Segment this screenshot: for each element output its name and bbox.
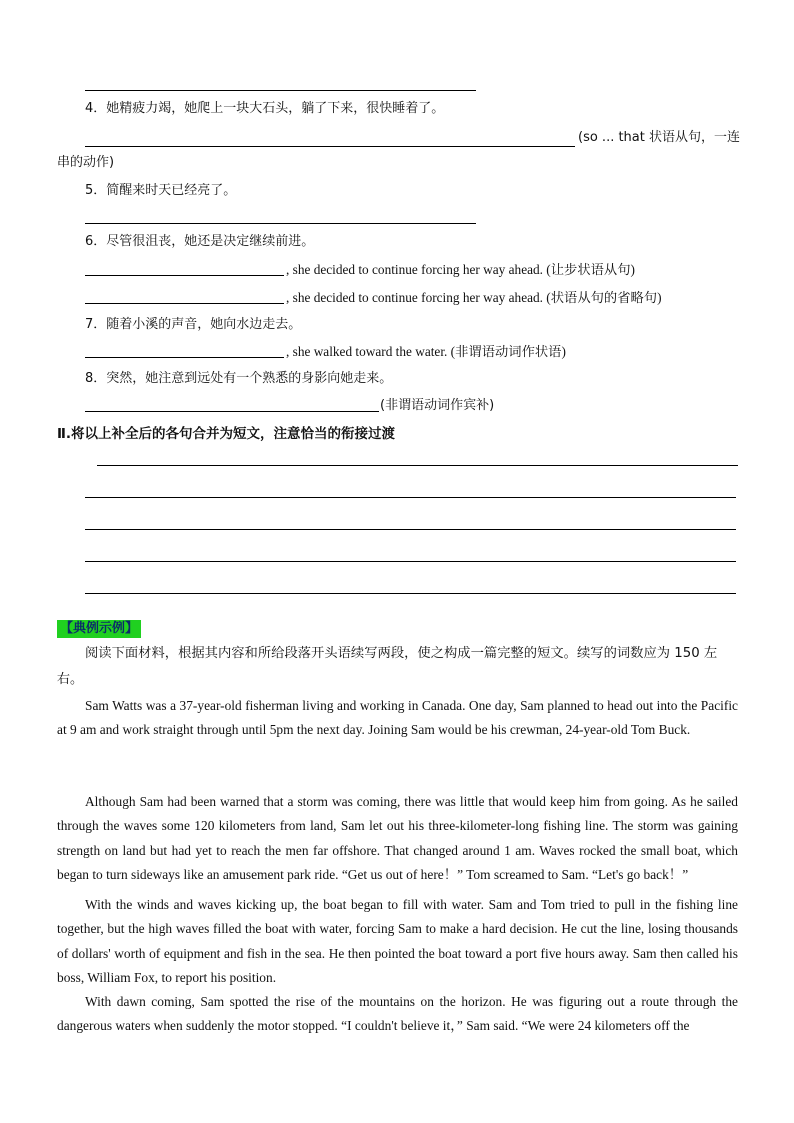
item-6-sentence-b: , she decided to continue forcing her way ahead. (状语从句的省略句) bbox=[286, 290, 662, 305]
item-chinese: 尽管很沮丧，她还是决定继续前进。 bbox=[106, 234, 315, 249]
answer-line-8[interactable] bbox=[85, 411, 379, 412]
story-paragraph-3: With the winds and waves kicking up, the boat began to fill with water. Sam and Tom tried to pull in the fishing line together, but the high waves filled the boat with water, forcing Sam to make a hard decision. He cut the line, losing thousands of dollars' worth of equipment and fish in the sea. He then pointed the boat toward a port five hours away. Sam then called his boss, William Fox, to report his position. bbox=[57, 897, 738, 985]
item-8-hint: (非谓语动词作宾补) bbox=[380, 398, 495, 413]
item-4-prompt bbox=[85, 101, 444, 117]
item-7-prompt bbox=[85, 317, 301, 333]
answer-line-6b[interactable] bbox=[85, 303, 284, 304]
item-number: 5． bbox=[85, 183, 107, 198]
story-paragraph-4: With dawn coming, Sam spotted the rise of the mountains on the horizon. He was figuring out a route through the dangerous waters when suddenly the motor stopped. “I couldn't believe it，” Sam said. “We were 24 kilometers off the bbox=[57, 994, 738, 1034]
item-4-hint-cont: 串的动作) bbox=[57, 155, 115, 170]
story-paragraph-2: Although Sam had been warned that a storm was coming, there was little that would keep him from going. As he sailed through the waves some 120 kilometers from land, Sam let out his three-kilometer-long fishing line. The storm was gaining strength on land but had yet to reach the men far offshore. That changed around 1 am. Waves rocked the small boat, which began to turn sideways like an amusement park ride. “Get us out of here！” Tom screamed to Sam. “Let's go back！” bbox=[57, 794, 738, 882]
essay-line-4[interactable] bbox=[85, 561, 736, 562]
essay-line-5[interactable] bbox=[85, 593, 736, 594]
section-2-title: Ⅱ.将以上补全后的各句合并为短文，注意恰当的衔接过渡 bbox=[57, 426, 396, 442]
item-8-prompt bbox=[85, 371, 392, 387]
item-number: 4． bbox=[85, 101, 107, 116]
instruction-line-1: 阅读下面材料，根据其内容和所给段落开头语续写两段，使之构成一篇完整的短文。续写的词数应为 150 左 bbox=[85, 646, 718, 661]
answer-line-7[interactable] bbox=[85, 357, 284, 358]
instruction-line-2: 右。 bbox=[57, 672, 84, 687]
essay-line-3[interactable] bbox=[85, 529, 736, 530]
answer-line-4[interactable] bbox=[85, 146, 575, 147]
answer-line-5[interactable] bbox=[85, 223, 476, 224]
item-chinese: 随着小溪的声音，她向水边走去。 bbox=[106, 317, 302, 332]
item-number: 8． bbox=[85, 371, 107, 386]
answer-line-6a[interactable] bbox=[85, 275, 284, 276]
item-6-prompt bbox=[85, 234, 314, 250]
item-5-prompt bbox=[85, 183, 236, 199]
story-paragraph-1: Sam Watts was a 37-year-old fisherman living and working in Canada. One day, Sam planned to head out into the Pacific at 9 am and work straight through until 5pm the next day. Joining Sam would be his crewman, 24-year-old Tom Buck. bbox=[57, 698, 738, 738]
item-chinese: 简醒来时天已经亮了。 bbox=[106, 183, 237, 198]
essay-line-2[interactable] bbox=[85, 497, 736, 498]
item-4-hint: (so ... that 状语从句，一连 bbox=[578, 130, 740, 145]
essay-line-1[interactable] bbox=[97, 465, 738, 466]
item-6-sentence-a: , she decided to continue forcing her way ahead. (让步状语从句) bbox=[286, 262, 635, 277]
item-number: 6． bbox=[85, 234, 107, 249]
item-chinese: 她精疲力竭，她爬上一块大石头，躺了下来，很快睡着了。 bbox=[106, 101, 445, 116]
item-7-sentence: , she walked toward the water. (非谓语动词作状语) bbox=[286, 344, 566, 359]
answer-line-3[interactable] bbox=[85, 90, 476, 91]
item-number: 7． bbox=[85, 317, 107, 332]
example-badge: 【典例示例】 bbox=[57, 620, 141, 638]
item-chinese: 突然，她注意到远处有一个熟悉的身影向她走来。 bbox=[106, 371, 393, 386]
